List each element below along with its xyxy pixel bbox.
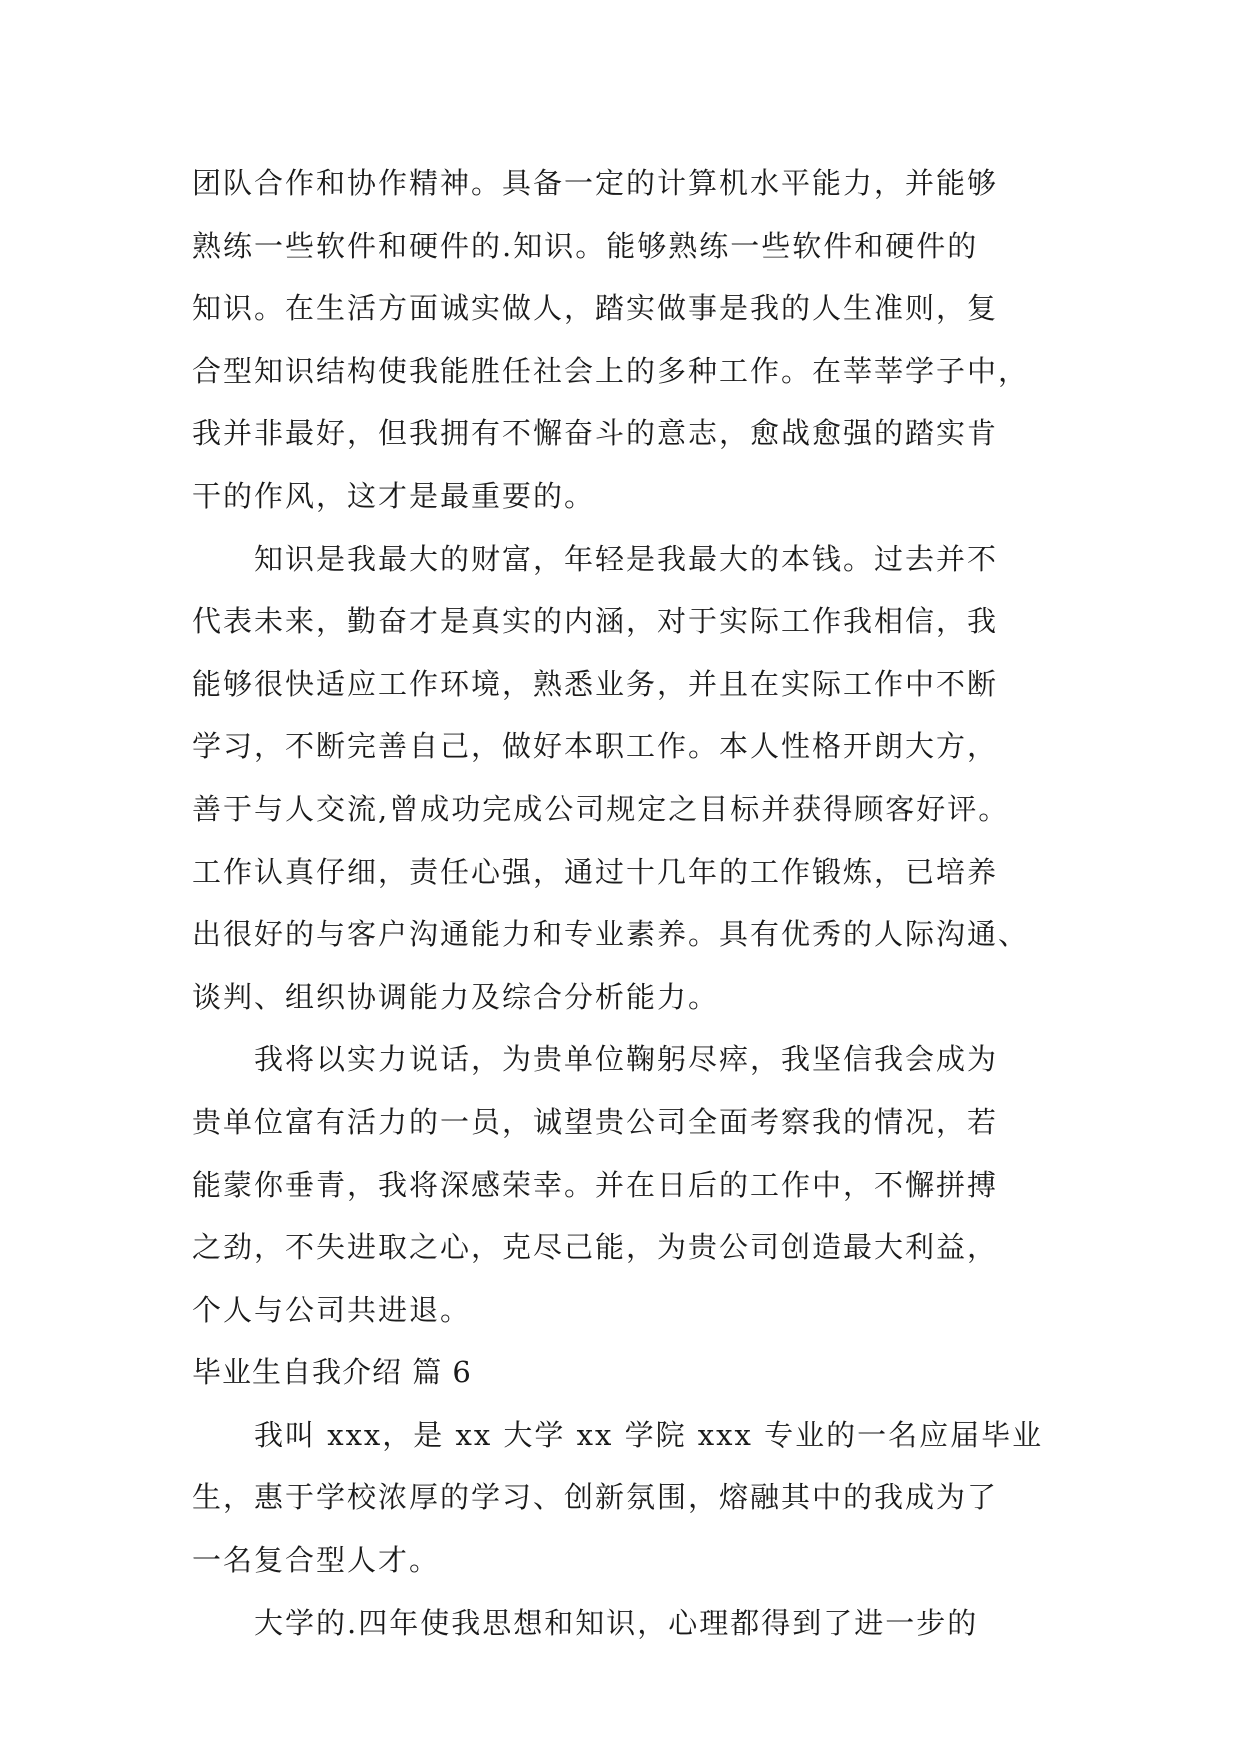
paragraph-first-line: 大学的.四年使我思想和知识，心理都得到了进一步的 (254, 1605, 979, 1640)
text-line: 贵单位富有活力的一员，诚望贵公司全面考察我的情况，若 (192, 1104, 999, 1139)
paragraph-first-line: 我将以实力说话，为贵单位鞠躬尽瘁，我坚信我会成为 (254, 1042, 999, 1077)
text-line: 能蒙你垂青，我将深感荣幸。并在日后的工作中，不懈拼搏 (192, 1167, 999, 1202)
text-line: 善于与人交流,曾成功完成公司规定之目标并获得顾客好评。 (192, 791, 1010, 826)
paragraph-first-line: 我叫 xxx，是 xx 大学 xx 学院 xxx 专业的一名应届毕业 (254, 1417, 1044, 1452)
text-line: 我并非最好，但我拥有不懈奋斗的意志，愈战愈强的踏实肯 (192, 416, 999, 451)
text-line: 一名复合型人才。 (192, 1543, 441, 1578)
text-line: 代表未来，勤奋才是真实的内涵，对于实际工作我相信，我 (192, 604, 999, 639)
text-line: 学习，不断完善自己，做好本职工作。本人性格开朗大方， (192, 729, 999, 764)
text-line: 个人与公司共进退。 (192, 1292, 472, 1327)
text-line: 生，惠于学校浓厚的学习、创新氛围，熔融其中的我成为了 (192, 1480, 999, 1515)
text-line: 工作认真仔细，责任心强，通过十几年的工作锻炼，已培养 (192, 854, 999, 889)
text-line: 合型知识结构使我能胜任社会上的多种工作。在莘莘学子中， (192, 353, 1030, 388)
paragraph-first-line: 知识是我最大的财富，年轻是我最大的本钱。过去并不 (254, 541, 999, 576)
text-line: 出很好的与客户沟通能力和专业素养。具有优秀的人际沟通、 (192, 917, 1030, 952)
text-line: 知识。在生活方面诚实做人，踏实做事是我的人生准则，复 (192, 291, 999, 326)
text-line: 谈判、组织协调能力及综合分析能力。 (192, 979, 720, 1014)
text-line: 团队合作和协作精神。具备一定的计算机水平能力，并能够 (192, 166, 999, 200)
text-line: 能够很快适应工作环境，熟悉业务，并且在实际工作中不断 (192, 666, 999, 701)
text-line: 熟练一些软件和硬件的.知识。能够熟练一些软件和硬件的 (192, 228, 979, 263)
section-heading: 毕业生自我介绍 篇 6 (192, 1355, 472, 1390)
text-line: 之劲，不失进取之心，克尽己能，为贵公司创造最大利益， (192, 1230, 999, 1265)
document-body (192, 152, 1072, 1654)
text-line: 干的作风，这才是最重要的。 (192, 478, 596, 513)
